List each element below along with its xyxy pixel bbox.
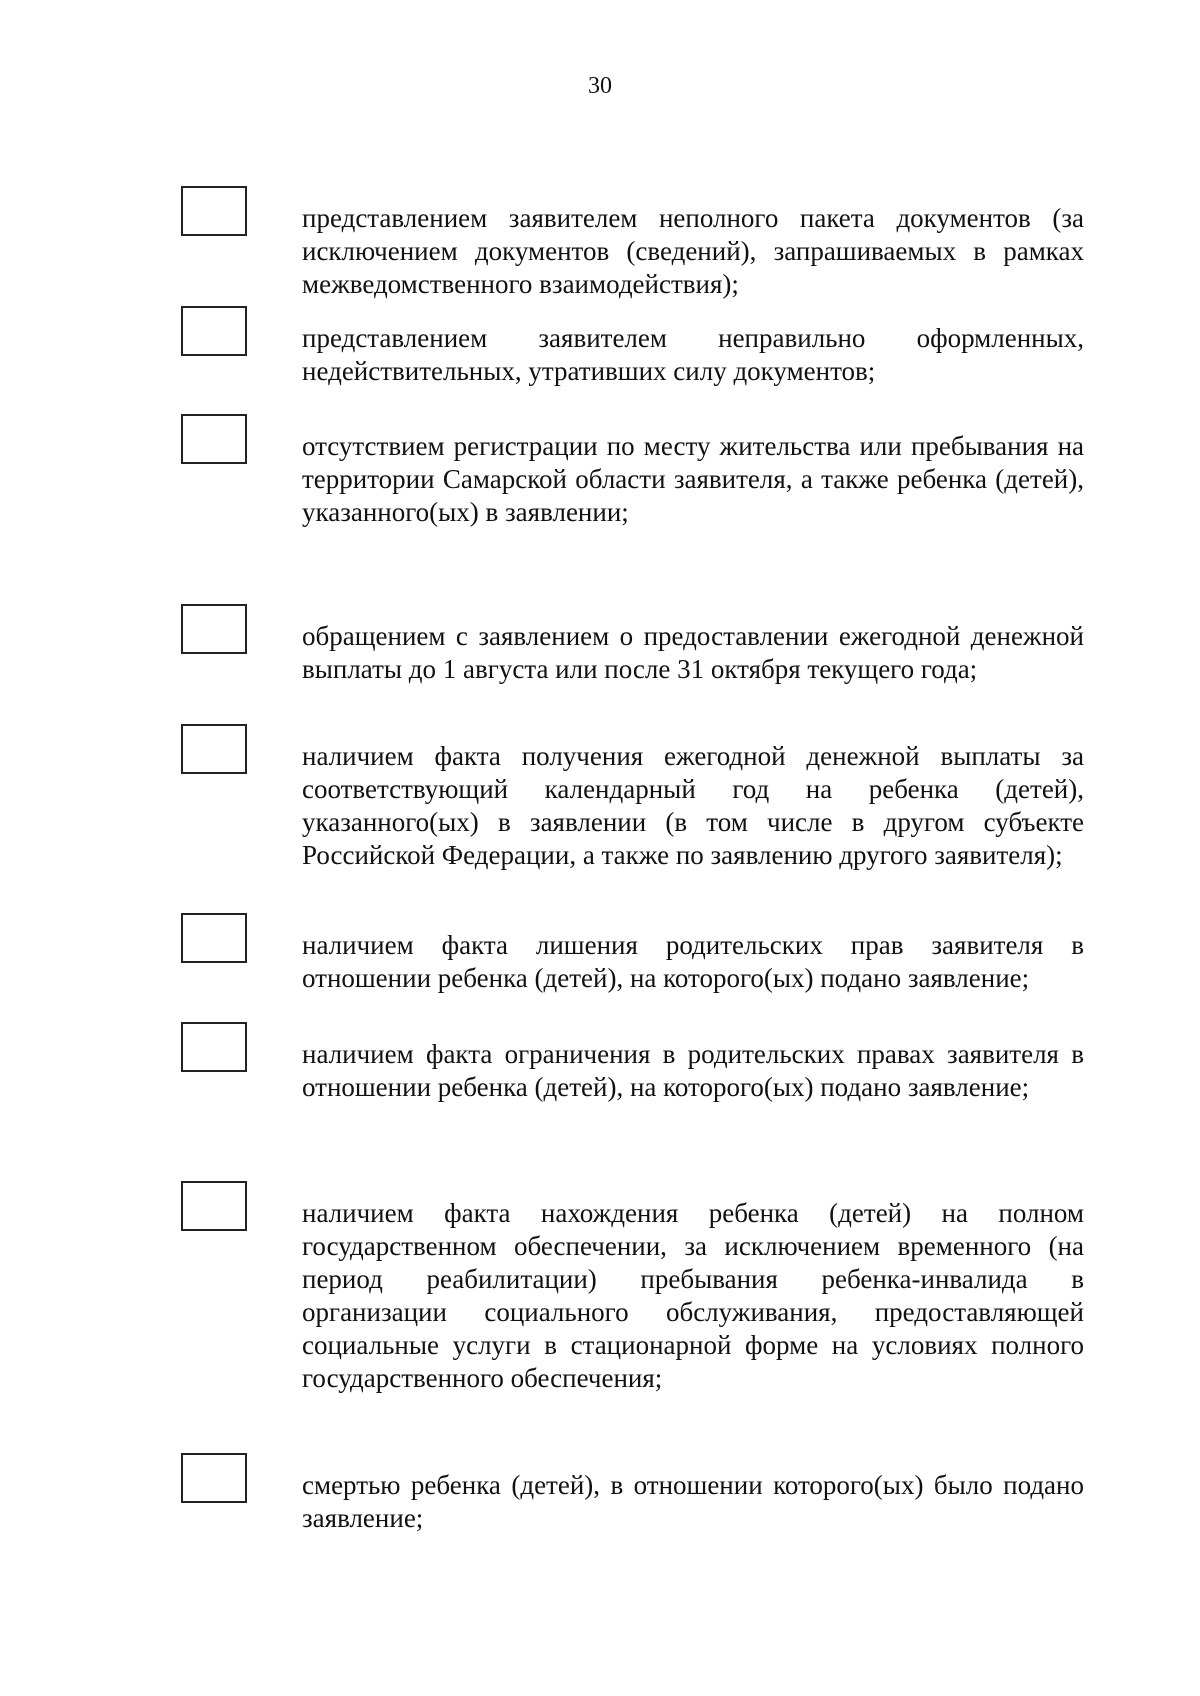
checkbox[interactable] [181,913,247,963]
item-text: представлением заявителем неправильно оформленных, недействительных, утративших силу документов; [302,323,1084,386]
item-text: наличием факта нахождения ребенка (детей) на полном государственном обеспечении, за исключением временного (на период реабилитации) пребывания ребенка-инвалида в организации социального обслуживания, предоставляющей социальные услуги в стационарной форме на условиях полного государственного обеспечения; [302,1198,1084,1393]
checkbox[interactable] [181,306,247,356]
checkbox[interactable] [181,1022,247,1072]
item-text: смертью ребенка (детей), в отношении которого(ых) было подано заявление; [302,1470,1084,1533]
checkbox[interactable] [181,1453,247,1503]
checkbox[interactable] [181,186,247,236]
item-text: отсутствием регистрации по месту жительства или пребывания на территории Самарской области заявителя, а также ребенка (детей), указанного(ых) в заявлении; [302,431,1084,527]
page-number: 30 [588,73,612,99]
item-text: наличием факта получения ежегодной денежной выплаты за соответствующий календарный год на ребенка (детей), указанного(ых) в заявлении (в том числе в другом субъекте Российской Федерации, а также по заявлению другого заявителя); [302,741,1084,870]
item-text: обращением с заявлением о предоставлении ежегодной денежной выплаты до 1 августа или после 31 октября текущего года; [302,621,1084,684]
item-text: наличием факта лишения родительских прав заявителя в отношении ребенка (детей), на которого(ых) подано заявление; [302,930,1084,993]
checkbox[interactable] [181,1181,247,1231]
checkbox[interactable] [181,414,247,464]
checkbox[interactable] [181,724,247,774]
checkbox[interactable] [181,604,247,654]
item-text: наличием факта ограничения в родительских правах заявителя в отношении ребенка (детей), на которого(ых) подано заявление; [302,1039,1084,1102]
item-text: представлением заявителем неполного пакета документов (за исключением документов (сведений), запрашиваемых в рамках межведомственного взаимодействия); [302,203,1084,299]
